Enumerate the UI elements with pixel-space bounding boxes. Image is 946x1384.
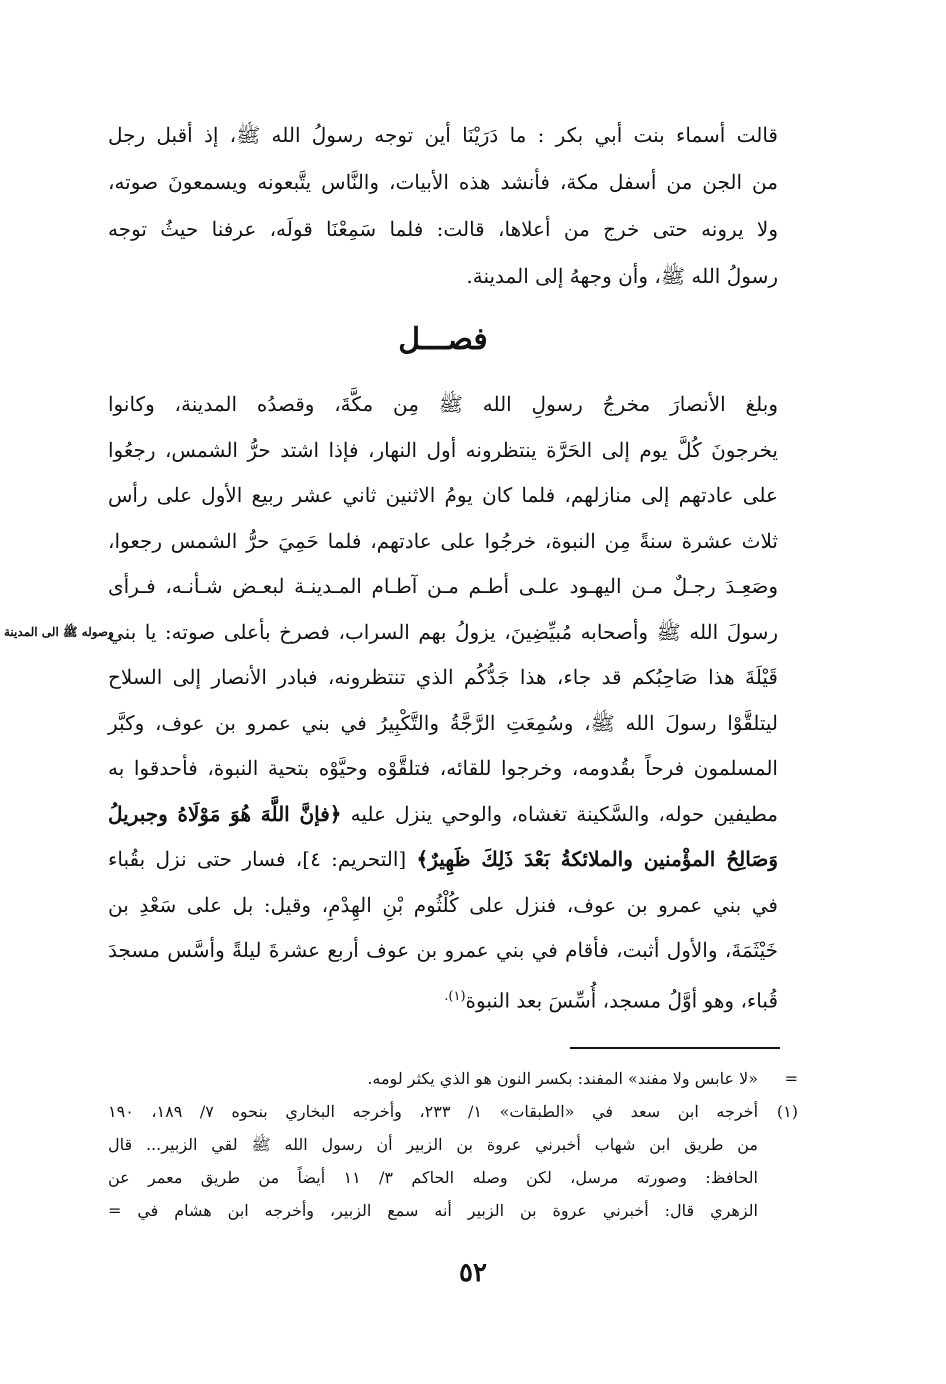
text-line: وبلغ الأنصارَ مخرجُ رسولِ الله ﷺ مِن مكَّةَ، وقصدُه المدينة، وكانوا xyxy=(108,392,778,416)
text-line: في بني عمرو بن عوف، فنزل على كُلْثُوم بْنِ الهِدْمِ، وقيل: بل على سَعْدِ بن xyxy=(108,892,778,917)
text-line xyxy=(108,974,778,1024)
footnote-1 xyxy=(108,1095,798,1227)
footnote-continuation xyxy=(108,1062,798,1095)
text-segment: قُباء، وهو أوَّلُ مسجد، أُسِّسَ بعد النبوة xyxy=(465,988,778,1013)
text-line: رسولُ الله ﷺ، وأن وجههُ إلى المدينة. xyxy=(466,264,778,288)
text-line: من الجن من أسفل مكة، فأنشد هذه الأبيات، والنَّاس يتَّبعونه ويسمعونَ صوته، xyxy=(108,170,778,194)
quran-verse: ﴿فإنَّ اللَّهَ هُوَ مَوْلَاهُ وجبريلُ xyxy=(108,801,342,826)
footnote-line: الحافظ: وصورته مرسل، لكن وصله الحاكم ٣/ ١١ أيضاً من طريق معمر عن xyxy=(108,1168,758,1187)
text-line: قالت أسماء بنت أبي بكر : ما دَرَيْنَا أين توجه رسولُ الله ﷺ، إذ أقبل رجل xyxy=(108,123,778,147)
verse-citation: [التحريم: ٤]، فسار حتى نزل بقُباء xyxy=(108,847,407,871)
footnote-text xyxy=(108,1062,758,1095)
footnote-reference: (١). xyxy=(444,988,466,1004)
section-heading: فصـــل xyxy=(398,322,488,357)
text-line-with-verse xyxy=(108,792,778,838)
paragraph-arrival-medina xyxy=(108,382,778,1024)
footnote-separator xyxy=(570,1047,780,1049)
text-line: قَيْلَةَ هذا صَاحِبُكم قد جاء، هذا جَدُّكُم الذي تنتظرونه، فبادر الأنصار إلى السلاح xyxy=(108,665,778,689)
text-segment: مطيفين حوله، والسَّكينة تغشاه، والوحي ينزل عليه xyxy=(350,801,778,826)
footnote-line: من طريق ابن شهاب أخبرني عروة بن الزبير أن رسول الله ﷺ لقي الزبير... قال xyxy=(108,1135,758,1154)
footnote-line: الزهري قال: أخبرني عروة بن الزبير أنه سمع الزبير، وأخرجه ابن هشام في = xyxy=(108,1201,758,1220)
page-number: ٥٢ xyxy=(459,1258,487,1288)
text-line: يخرجونَ كُلَّ يوم إلى الحَرَّة ينتظرونه أول النهار، فإذا اشتد حرُّ الشمس، رجعُوا xyxy=(108,437,778,462)
text-line: المسلمون فرحاً بقُدومه، وخرجوا للقائه، فتلقَّوْه وحيَّوْه بتحية النبوة، فأحدقوا به xyxy=(108,756,778,780)
text-line: خَيْثَمَةَ، والأول أثبت، فأقام في بني عمرو بن عوف أربع عشرةَ ليلةً وأسَّس مسجدَ xyxy=(108,938,778,962)
text-line: ثلاث عشرة سنةً مِن النبوة، خرجُوا على عادتهم، فلما حَمِيَ حرُّ الشمس رجعوا، xyxy=(108,528,778,553)
margin-note: وصوله ﷺ الى المدينة xyxy=(4,625,114,639)
footnote-line: أخرجه ابن سعد في «الطبقات» ١/ ٢٣٣، وأخرجه البخاري بنحوه ٧/ ١٨٩، ١٩٠ xyxy=(108,1102,759,1121)
footnote-marker: = xyxy=(784,1069,798,1088)
text-line: ولا يرونه حتى خرج من أعلاها، قالت: فلما سَمِعْنَا قولَه، عرفنا حيثُ توجه xyxy=(108,217,778,241)
footnotes xyxy=(108,1062,798,1227)
text-line: رسولَ الله ﷺ وأصحابه مُبيِّضِينَ، يزولُ بهم السراب، فصرخ بأعلى صوته: يا بني xyxy=(108,619,778,644)
footnote-line: «لا عابس ولا مفند» المفند: بكسر النون هو الذي يكثر لومه. xyxy=(367,1069,758,1088)
paragraph-asma-quote xyxy=(108,112,778,300)
text-line: على عادتهم إلى منازلهم، فلما كان يومُ الاثنين ثاني عشر ربيع الأول على رأس xyxy=(108,483,778,507)
footnote-text xyxy=(108,1095,758,1227)
footnote-marker: (١) xyxy=(776,1102,798,1121)
text-line-with-verse xyxy=(108,837,778,883)
text-line: ليتلقَّوْا رسولَ الله ﷺ، وسُمِعَتِ الرَّجَّةُ والتَّكْبِيرُ في بني عمرو بن عوف، وكبَّر xyxy=(108,710,778,735)
quran-verse: وَصَالِحُ المؤْمنين والملائكةُ بَعْدَ ذَلِكَ ظَهِيرٌ﴾ xyxy=(416,847,778,871)
text-line: وصَعِـدَ رجـلٌ مـن اليهـود علـى أطـم مـن آطـام المـدينـة لبعـض شـأنـه، فـرأى xyxy=(108,574,778,598)
